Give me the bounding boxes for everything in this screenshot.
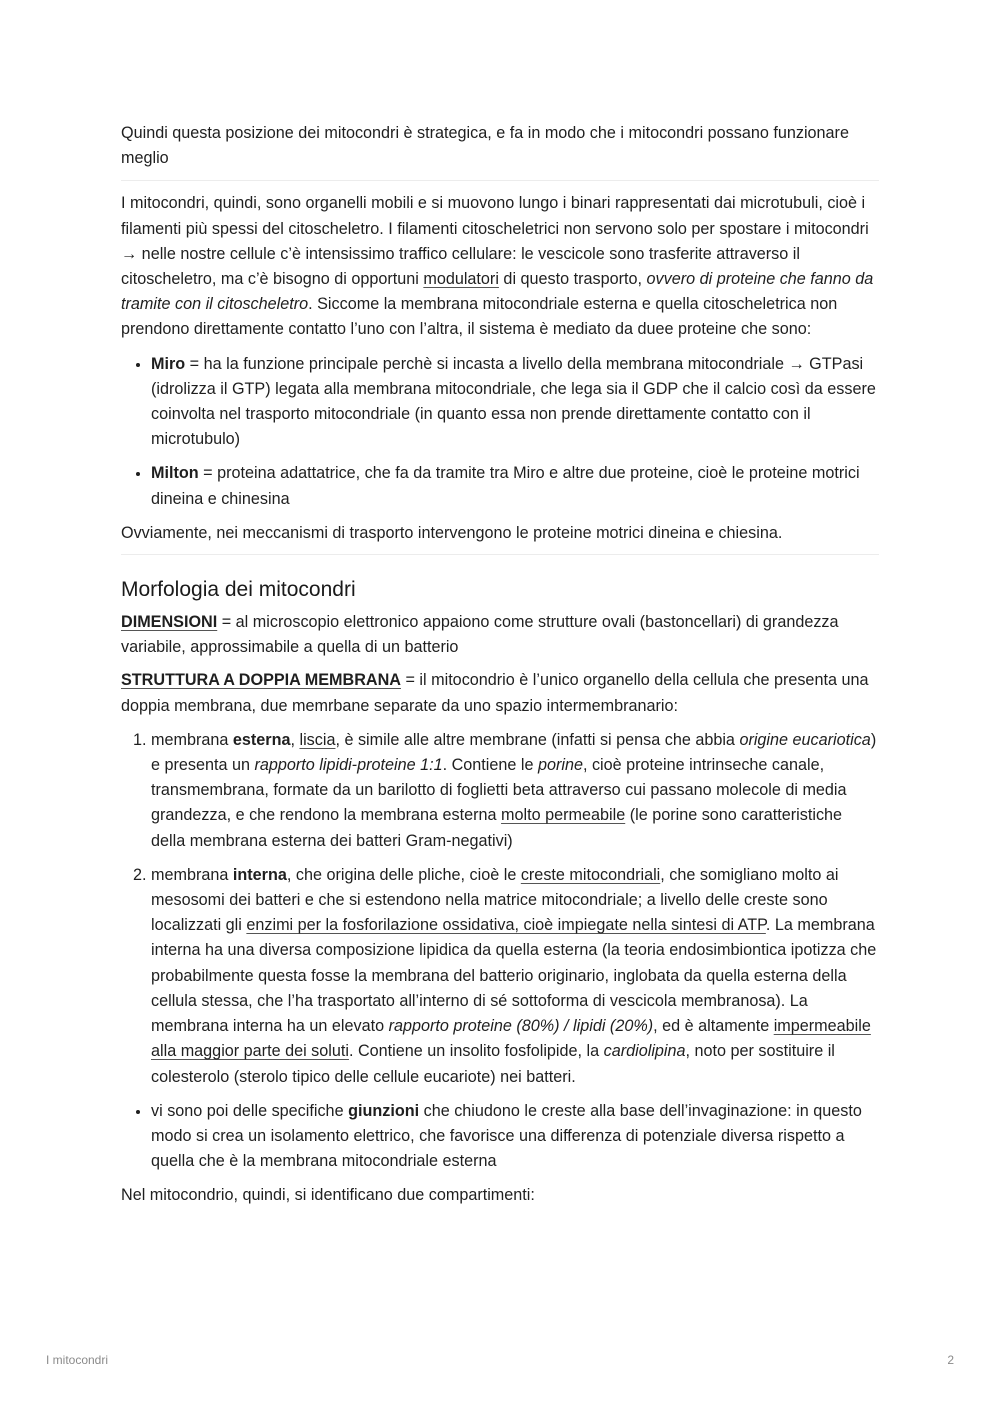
term-struttura: STRUTTURA A DOPPIA MEMBRANA bbox=[121, 671, 401, 690]
paragraph-transport: Ovviamente, nei meccanismi di trasporto intervengono le proteine motrici dineina e chiesina. bbox=[121, 521, 879, 555]
membrane-list bbox=[121, 728, 879, 1090]
text-run: , che somigliano molto ai mesosomi dei batteri e che si estendono nella matrice mitocondriale; a livello delle creste sono localizzati gli bbox=[151, 865, 839, 935]
text-run: , che origina delle pliche, cioè le bbox=[286, 865, 521, 884]
underlined-modulatori: modulatori bbox=[423, 270, 499, 289]
text-run: . Contiene un insolito fosfolipide, la bbox=[348, 1042, 604, 1061]
underlined-run: impermeabile alla maggior parte dei soluti bbox=[151, 1017, 871, 1061]
text-run: I mitocondri, quindi, sono organelli mobili e si muovono lungo i binari rappresentati dai microtubuli, cioè i filamenti più spessi del citoscheletro. I filamenti citoscheletrici non servono solo per spostare i mitocondri → nelle nostre cellule c’è intensissimo traffico cellulare: le vescicole sono trasferite attraverso il citoscheletro, ma c’è bisogno di opportuni bbox=[121, 194, 869, 289]
text-run: , ed è altamente bbox=[653, 1017, 774, 1036]
text-run: . Contiene le bbox=[442, 756, 538, 775]
underlined-run: molto permeabile bbox=[501, 806, 626, 825]
text-run: membrana bbox=[151, 865, 233, 884]
paragraph-compartments: Nel mitocondrio, quindi, si identificano due compartimenti: bbox=[121, 1186, 535, 1205]
text-run: , è simile alle altre membrane (infatti si pensa che abbia bbox=[335, 730, 740, 749]
underlined-run: creste mitocondriali bbox=[520, 865, 661, 884]
paragraph-position: Quindi questa posizione dei mitocondri è strategica, e fa in modo che i mitocondri possano funzionare meglio bbox=[121, 121, 879, 181]
page-number: 2 bbox=[947, 1353, 954, 1367]
list-item-text: = proteina adattatrice, che fa da tramite tra Miro e altre due proteine, cioè le proteine motrici dineina e chinesina bbox=[151, 464, 860, 508]
paragraph-struttura bbox=[121, 668, 879, 718]
text-run: ) e presenta un bbox=[151, 730, 877, 775]
text-run: (le porine sono caratteristiche della membrana esterna dei batteri Gram-negativi) bbox=[151, 806, 843, 850]
underlined-run: liscia bbox=[299, 730, 336, 749]
bold-run: giunzioni bbox=[348, 1101, 420, 1120]
italic-run: porine bbox=[537, 756, 583, 775]
text-run: membrana bbox=[151, 730, 233, 749]
text-run: di questo trasporto, bbox=[498, 270, 647, 289]
underlined-run: enzimi per la fosforilazione ossidativa, cioè impiegate nella sintesi di ATP bbox=[246, 916, 766, 935]
list-item-inner-membrane bbox=[151, 863, 879, 1090]
list-item-milton bbox=[151, 461, 879, 511]
bold-run: esterna bbox=[232, 730, 291, 749]
bold-run: interna bbox=[232, 865, 287, 884]
term-miro: Miro bbox=[151, 354, 186, 373]
text-run: . La membrana interna ha una diversa composizione lipidica da quella esterna (la teoria endosimbiontica ipotizza che probabilmente questa fosse la membrana del batterio originario, inglobata da quella esterna della cellula stessa, che l’ha trasportato all’interno di sé sottoforma di vescicola membranosa). La membrana interna ha un elevato bbox=[151, 916, 877, 1036]
document-page bbox=[121, 121, 879, 1209]
text-run: = il mitocondrio è l’unico organello della cellula che presenta una doppia membrana, due memrbane separate da uno spazio intermembranario: bbox=[121, 671, 869, 715]
footer-title: I mitocondri bbox=[46, 1353, 109, 1367]
text-run: = al microscopio elettronico appaiono come strutture ovali (bastoncellari) di grandezza variabile, approssimabile a quella di un batterio bbox=[121, 613, 839, 657]
list-item-junctions bbox=[151, 1099, 879, 1175]
text-run: , bbox=[290, 730, 300, 749]
junction-list bbox=[121, 1099, 879, 1175]
term-milton: Milton bbox=[151, 464, 199, 483]
italic-run: rapporto lipidi-proteine 1:1 bbox=[254, 756, 443, 775]
italic-run: cardiolipina bbox=[603, 1042, 686, 1061]
text-run: . Siccome la membrana mitocondriale esterna e quella citoscheletrica non prendono direttamente contatto l’uno con l’altra, il sistema è mediato da duee proteine che sono: bbox=[121, 295, 838, 339]
term-dimensioni: DIMENSIONI bbox=[121, 613, 218, 632]
list-item-miro bbox=[151, 352, 879, 453]
text-run: , cioè proteine intrinseche canale, transmembrana, formate da un barilotto di foglietti beta attraverso cui passano molecole di media grandezza, e che rendono la membrana esterna bbox=[151, 756, 847, 825]
italic-run: origine eucariotica bbox=[739, 730, 871, 749]
list-item-text: = ha la funzione principale perchè si incasta a livello della membrana mitocondriale → GTPasi (idrolizza il GTP) legata alla membrana mitocondriale, che lega sia il GDP che il calcio così da essere coinvolta nel trasporto mitocondriale (in quanto essa non prende direttamente contatto con il microtubulo) bbox=[151, 354, 876, 449]
paragraph-mobility bbox=[121, 191, 879, 342]
section-heading: Morfologia dei mitocondri bbox=[121, 578, 356, 602]
protein-list bbox=[121, 352, 879, 512]
text-run: vi sono poi delle specifiche bbox=[151, 1101, 349, 1120]
italic-run: rapporto proteine (80%) / lipidi (20%) bbox=[388, 1017, 654, 1036]
text-run: , noto per sostituire il colesterolo (sterolo tipico delle cellule eucariote) nei batteri. bbox=[151, 1042, 835, 1086]
paragraph-dimensioni bbox=[121, 610, 879, 660]
text-run: che chiudono le creste alla base dell’invaginazione: in questo modo si crea un isolamento elettrico, che favorisce una differenza di potenziale diversa rispetto a quella che è la membrana mitocondriale esterna bbox=[151, 1101, 862, 1171]
list-item-outer-membrane bbox=[151, 728, 879, 854]
italic-run: ovvero di proteine che fanno da tramite con il citoscheletro bbox=[121, 270, 874, 314]
